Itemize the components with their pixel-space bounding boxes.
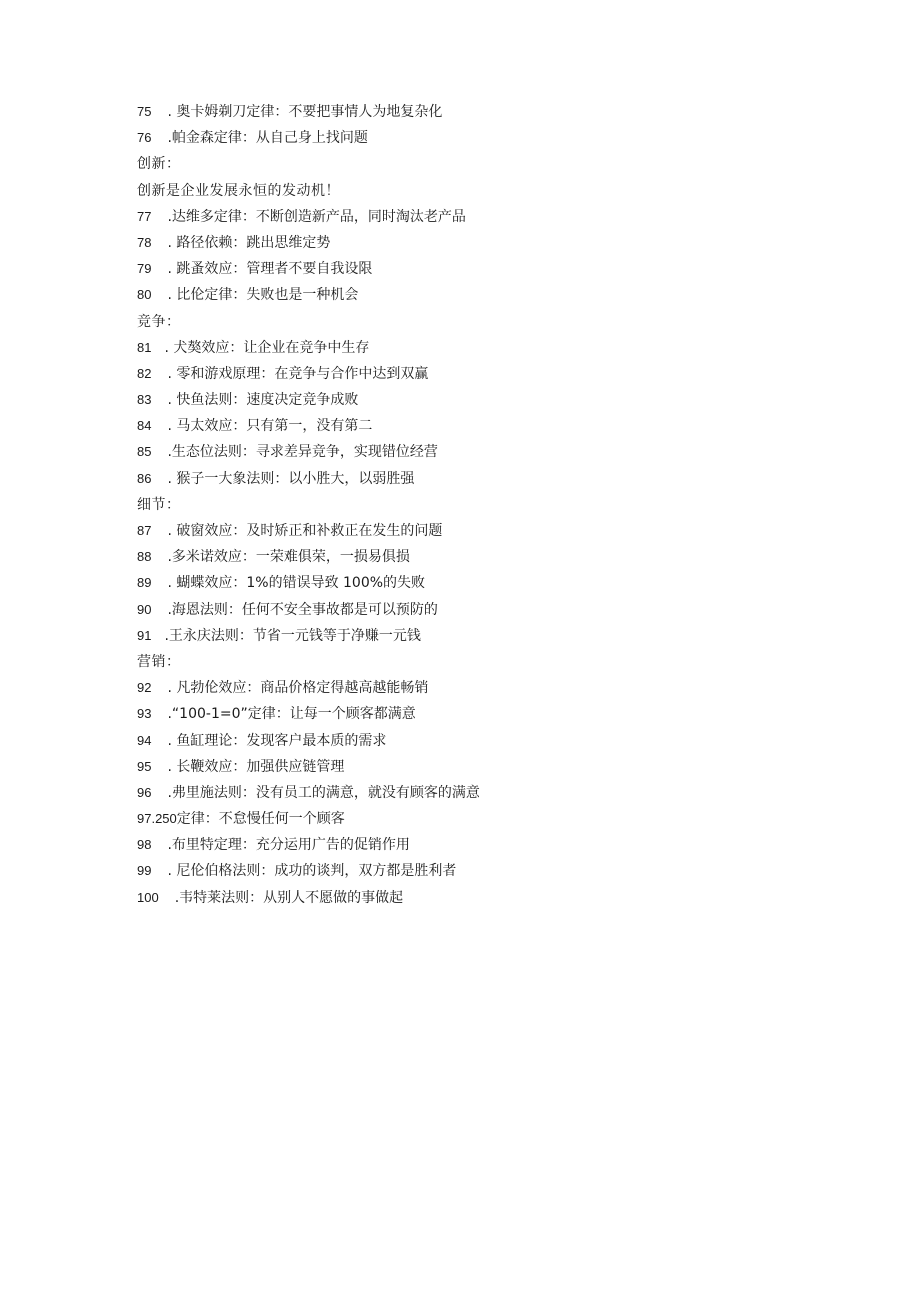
item-text: . 比伦定律：失败也是一种机会	[167, 287, 359, 304]
item-number: 75	[137, 104, 152, 119]
item-number: 86	[137, 470, 152, 486]
item-text: . 凡勃伦效应：商品价格定得越高越能畅销	[167, 680, 429, 697]
item-text: .生态位法则：寻求差异竞争，实现错位经营	[167, 444, 438, 461]
item-number: 84	[137, 418, 152, 434]
list-item	[137, 282, 857, 308]
list-item	[137, 728, 857, 754]
item-text: .多米诺效应：一荣难俱荣，一损易俱损	[167, 549, 410, 566]
item-text: . 鱼缸理论：发现客户最本质的需求	[167, 732, 387, 749]
item-text: .弗里施法则：没有员工的满意，就没有顾客的满意	[167, 784, 480, 801]
list-item	[137, 439, 857, 465]
item-text: . 破窗效应：及时矫正和补救正在发生的问题	[167, 523, 443, 539]
item-number: 87	[137, 523, 152, 538]
item-text: .海恩法则：任何不安全事故都是可以预防的	[167, 601, 438, 618]
item-text: .“100-1=0”定律：让每一个顾客都满意	[167, 706, 416, 723]
section-heading	[137, 649, 857, 675]
item-text: .达维多定律：不断创造新产品，同时淘汰老产品	[167, 208, 466, 225]
item-number: 90	[137, 601, 152, 617]
item-number: 83	[137, 392, 152, 408]
list-item	[137, 675, 857, 701]
list-item	[137, 858, 857, 884]
item-text: . 蝴蝶效应：1%的错误导致 100%的失败	[167, 575, 426, 592]
section-heading	[137, 492, 857, 518]
list-item	[137, 597, 857, 623]
list-item	[137, 623, 857, 649]
item-text: . 长鞭效应：加强供应链管理	[167, 758, 345, 775]
item-text: 定律：不怠慢任何一个顾客	[176, 811, 345, 828]
list-item	[137, 204, 857, 230]
section-heading	[137, 309, 857, 335]
list-item	[137, 230, 857, 256]
item-number: 93	[137, 706, 152, 722]
list-item	[137, 780, 857, 806]
item-number: 92	[137, 680, 152, 696]
item-text: .韦特莱法则：从别人不愿做的事做起	[174, 889, 404, 906]
list-item	[137, 387, 857, 413]
list-item	[137, 544, 857, 570]
list-item	[137, 754, 857, 780]
section-heading	[137, 151, 857, 177]
list-item	[137, 335, 857, 361]
item-number: 97.250	[137, 811, 177, 827]
list-item	[137, 466, 857, 492]
list-item	[137, 256, 857, 282]
list-item	[137, 806, 857, 832]
item-number: 96	[137, 784, 152, 800]
item-text: . 路径依赖：跳出思维定势	[167, 234, 331, 251]
item-number: 80	[137, 287, 152, 303]
item-number: 88	[137, 549, 152, 565]
item-number: 81	[137, 339, 152, 355]
item-number: 99	[137, 863, 152, 879]
list-item	[137, 701, 857, 727]
item-text: . 零和游戏原理：在竞争与合作中达到双赢	[167, 365, 429, 382]
document-body	[137, 99, 857, 911]
list-item	[137, 885, 857, 911]
item-text: .布里特定理：充分运用广告的促销作用	[167, 837, 410, 854]
item-number: 95	[137, 758, 152, 774]
heading-text: 创新是企业发展永恒的发动机！	[137, 182, 340, 199]
item-number: 79	[137, 261, 152, 277]
list-item	[137, 518, 857, 544]
list-item	[137, 99, 857, 125]
item-number: 94	[137, 732, 152, 748]
list-item	[137, 413, 857, 439]
item-number: 91	[137, 627, 152, 643]
item-number: 100	[137, 889, 159, 905]
item-text: .王永庆法则：节省一元钱等于净赚一元钱	[164, 627, 421, 644]
list-item	[137, 832, 857, 858]
heading-text: 营销：	[137, 653, 181, 670]
item-number: 85	[137, 444, 152, 460]
item-text: . 快鱼法则：速度决定竞争成败	[167, 392, 359, 409]
item-number: 89	[137, 575, 152, 591]
item-text: . 马太效应：只有第一，没有第二	[167, 418, 373, 435]
item-text: . 奥卡姆剃刀定律：不要把事情人为地复杂化	[167, 104, 443, 120]
list-item	[137, 570, 857, 596]
item-text: . 跳蚤效应：管理者不要自我设限	[167, 261, 373, 278]
item-number: 78	[137, 234, 152, 250]
item-number: 77	[137, 208, 152, 224]
item-text: .帕金森定律：从自己身上找问题	[167, 130, 368, 147]
item-text: . 犬獒效应：让企业在竞争中生存	[164, 339, 370, 356]
list-item	[137, 361, 857, 387]
list-item	[137, 125, 857, 151]
item-number: 76	[137, 130, 152, 146]
item-number: 82	[137, 365, 152, 381]
heading-text: 细节：	[137, 496, 181, 513]
item-text: . 猴子一大象法则：以小胜大，以弱胜强	[167, 470, 415, 487]
heading-text: 竞争：	[137, 313, 181, 330]
item-text: . 尼伦伯格法则：成功的谈判，双方都是胜利者	[167, 863, 457, 880]
heading-text: 创新：	[137, 156, 181, 173]
section-heading	[137, 178, 857, 204]
item-number: 98	[137, 837, 152, 853]
